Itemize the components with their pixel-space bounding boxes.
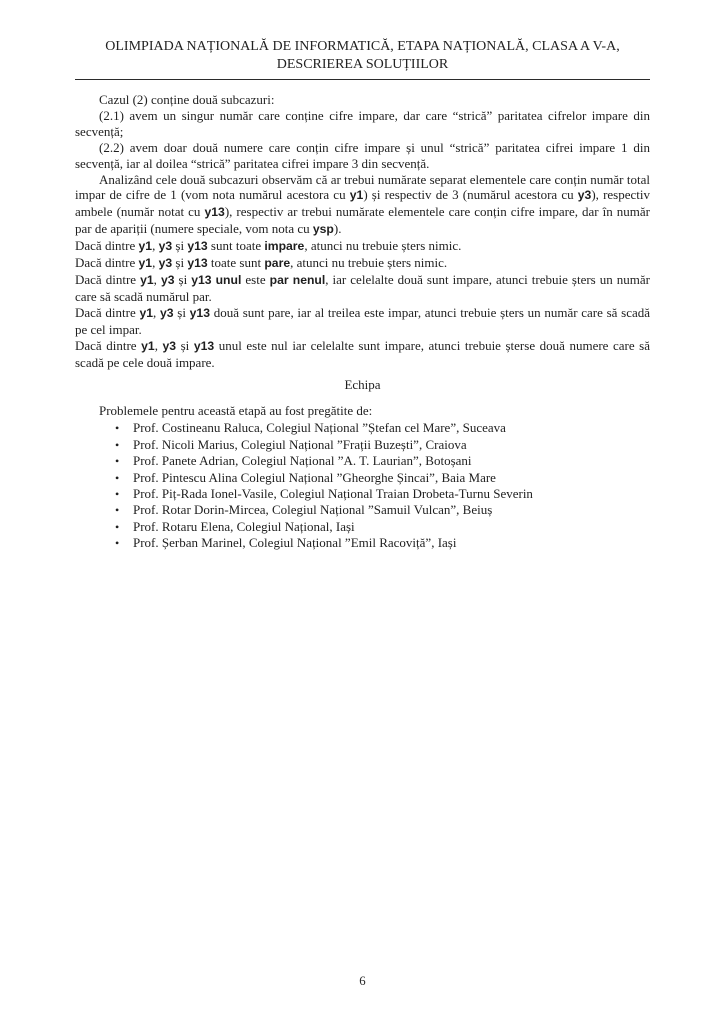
bold-token: y13 [204,205,225,220]
text-run: , [152,255,159,271]
text-block [75,38,650,552]
text-run: , atunci nu trebuie șters nimic. [304,238,462,254]
bullet-icon: • [115,437,120,452]
bold-token: y1 [141,338,155,353]
paragraph-subcaz-2-1 [75,108,650,140]
bold-token: y13 [187,256,208,271]
team-member-text: Prof. Costineanu Raluca, Colegiul Național ”Ștefan cel Mare”, Suceava [133,420,506,436]
bold-token: impare [264,239,305,254]
bold-token: y13 [191,272,212,287]
section-heading-echipa: Echipa [344,377,381,393]
bullet-icon: • [115,421,120,436]
bullet-icon: • [115,503,120,518]
bullet-icon: • [115,519,120,534]
bold-token: y3 [159,305,174,320]
text-run: , [153,304,160,320]
paragraph-caz-unul-nul [75,338,650,371]
text-run: Cazul (2) conține două subcazuri: [99,92,275,107]
team-member-text: Prof. Rotaru Elena, Colegiul Național, Iași [133,518,355,534]
text-run: și [176,337,194,353]
text-run: , iar celelalte două sunt impare, atunci trebuie șters un număr care să scadă numărul par. [75,271,651,304]
bold-token: y3 [162,338,177,353]
text-run: unul este nul iar celelalte sunt impare, atunci trebuie șterse două numere care să scadă pe cele două impare. [75,337,651,370]
team-member-item [75,486,650,502]
bold-token: y13 [187,239,208,254]
team-member-text: Prof. Nicoli Marius, Colegiul Național ”Frații Buzești”, Craiova [133,436,467,452]
document-title-line-2: DESCRIEREA SOLUȚIILOR [276,57,449,72]
team-member-item [75,470,650,486]
title-rule [75,79,650,80]
team-member-text: Prof. Pintescu Alina Colegiul Național ”Gheorghe Șincai”, Baia Mare [133,469,496,485]
paragraph-cazul-2 [75,92,650,108]
text-run: , atunci nu trebuie șters nimic. [290,255,448,271]
text-run: două sunt pare, iar al treilea este impar, atunci trebuie șters un număr care să scadă pe cel impar. [75,304,651,337]
body-text [75,92,650,370]
text-run: Dacă dintre [75,271,141,287]
text-run: Dacă dintre [75,337,142,353]
bold-token: ysp [312,222,334,237]
paragraph-subcaz-2-2 [75,140,650,172]
bold-token: y1 [138,239,153,254]
team-member-item [75,420,650,436]
bold-token: y3 [160,272,175,287]
text-run: sunt toate [207,238,265,254]
paragraph-caz-unul-par-nenul [75,272,650,305]
team-member-item [75,453,650,469]
team-member-item [75,535,650,551]
paragraph-analizand [75,172,650,239]
text-run: ) și respectiv de 3 (numărul acestora cu [363,187,578,203]
text-run: ), respectiv ambele (număr notat cu [75,187,650,220]
text-run: ). [333,221,342,237]
text-run: și [173,304,190,320]
text-run: și [172,255,188,271]
bold-token: y13 [189,305,210,320]
bullet-icon: • [115,470,120,485]
bold-token: y1 [138,256,153,271]
team-member-text: Prof. Panete Adrian, Colegiul Național ”A. T. Laurian”, Botoșani [133,453,472,469]
bullet-icon: • [115,454,120,469]
team-intro: Problemele pentru această etapă au fost pregătite de: [99,403,373,419]
bullet-icon: • [115,487,120,502]
text-run: toate sunt [207,255,265,271]
bold-token: y1 [139,305,154,320]
document-title [75,38,650,74]
bold-token: pare [264,256,291,271]
page-number: 6 [359,974,366,988]
paragraph-caz-toate-pare [75,255,650,272]
paragraph-caz-doua-pare [75,305,650,338]
text-run: Dacă dintre [75,304,140,320]
text-run: Dacă dintre [75,255,139,271]
text-run: , [152,238,159,254]
bold-token: unul [215,272,242,287]
team-member-item [75,437,650,453]
team-member-item [75,519,650,535]
bold-token: par nenul [269,272,326,287]
bold-token: y3 [158,256,173,271]
text-run: (2.1) avem un singur număr care conține cifre impare, dar care “strică” paritatea cifrelor impare din secvență; [75,107,650,139]
bold-token: y3 [158,239,173,254]
team-member-text: Prof. Șerban Marinel, Colegiul Național ”Emil Racoviță”, Iași [133,535,457,551]
bold-token: y13 [193,338,215,353]
bold-token: y1 [349,188,364,203]
bullet-icon: • [115,536,120,551]
text-run: și [174,271,192,287]
team-member-text: Prof. Piț-Rada Ionel-Vasile, Colegiul Național Traian Drobeta-Turnu Severin [133,486,533,502]
text-run: , [153,271,161,287]
text-run: Dacă dintre [75,238,139,254]
team-list [75,420,650,551]
paragraph-caz-toate-impare [75,238,650,255]
team-member-item [75,502,650,518]
bold-token: y1 [140,272,154,287]
text-run: este [241,271,270,287]
team-member-text: Prof. Rotar Dorin-Mircea, Colegiul Național ”Samuil Vulcan”, Beiuș [133,502,493,518]
text-run: și [172,238,188,254]
text-run: , [154,337,163,353]
text-run: (2.2) avem doar două numere care conțin cifre impare și unul “strică” paritatea cifrei impare 1 din secvență, iar al doilea “strică” paritatea cifrei impare 3 din secvență. [75,139,650,171]
text-run: Analizând cele două subcazuri observăm că ar trebui numărate separat elementele care conțin număr total impar de cifre de 1 (vom nota numărul acestora cu [75,171,650,203]
document-title-line-1: OLIMPIADA NAȚIONALĂ DE INFORMATICĂ, ETAPA NAȚIONALĂ, CLASA A V-A, [105,39,620,54]
text-run: ), respectiv ar trebui numărate elementele care conțin cifre impare, dar în număr par de apariții (numere speciale, vom nota cu [75,204,650,237]
bold-token: y3 [577,188,592,203]
